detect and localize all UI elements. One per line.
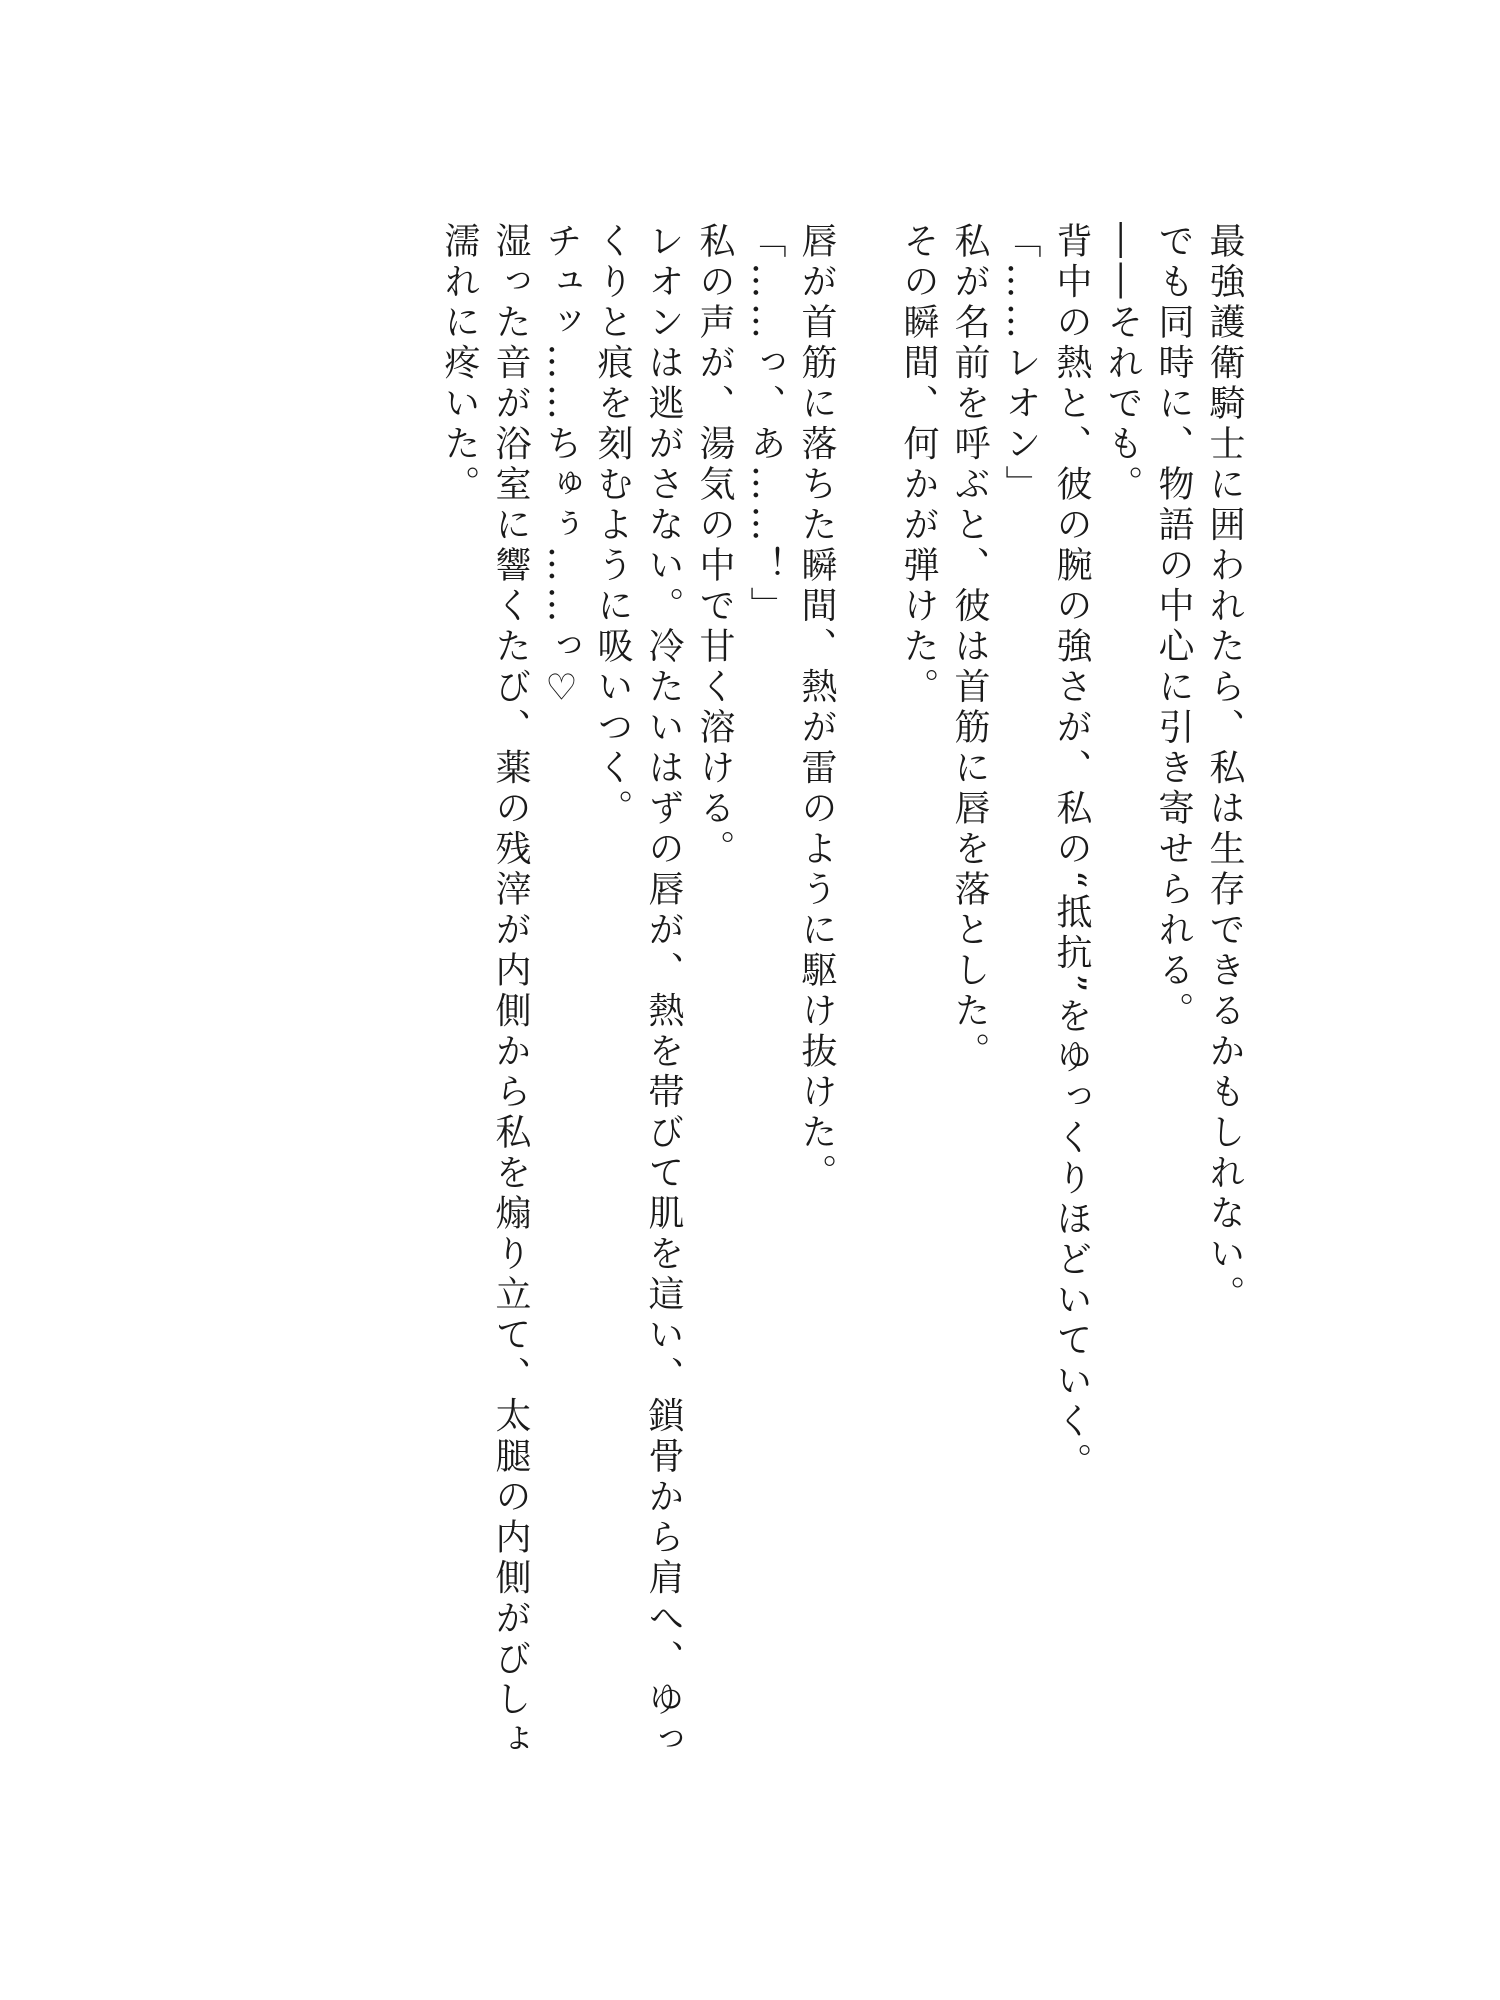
text-line: ――それでも。 — [1102, 222, 1143, 506]
text-line: 唇が首筋に落ちた瞬間、熱が雷のように駆け抜けた。 — [796, 222, 837, 1194]
text-line: でも同時に、物語の中心に引き寄せられる。 — [1153, 222, 1194, 1032]
text-line: レオンは逃がさない。冷たいはずの唇が、熱を帯びて肌を這い、鎖骨から肩へ、ゆっくりと痕を刻むように吸いつく。 — [592, 222, 684, 1761]
vertical-text-body — [434, 222, 1250, 1782]
text-line: その瞬間、何かが弾けた。 — [898, 222, 939, 708]
text-line: 私の声が、湯気の中で甘く溶ける。 — [694, 222, 735, 870]
paragraph-break — [842, 222, 893, 1782]
dialogue-line: 「……っ、あ……！」 — [745, 222, 786, 627]
text-line: チュッ……ちゅぅ……っ♡ — [541, 222, 582, 713]
text-line: 私が名前を呼ぶと、彼は首筋に唇を落とした。 — [949, 222, 990, 1073]
dialogue-line: 「……レオン」 — [1000, 222, 1041, 506]
text-line: 最強護衛騎士に囲われたら、私は生存できるかもしれない。 — [1204, 222, 1245, 1316]
text-line: 背中の熱と、彼の腕の強さが、私の“抵抗”をゆっくりほどいていく。 — [1051, 222, 1092, 1483]
text-line: 湿った音が浴室に響くたび、薬の残滓が内側から私を煽り立て、太腿の内側がびしょ濡れに疼いた。 — [439, 222, 531, 1761]
